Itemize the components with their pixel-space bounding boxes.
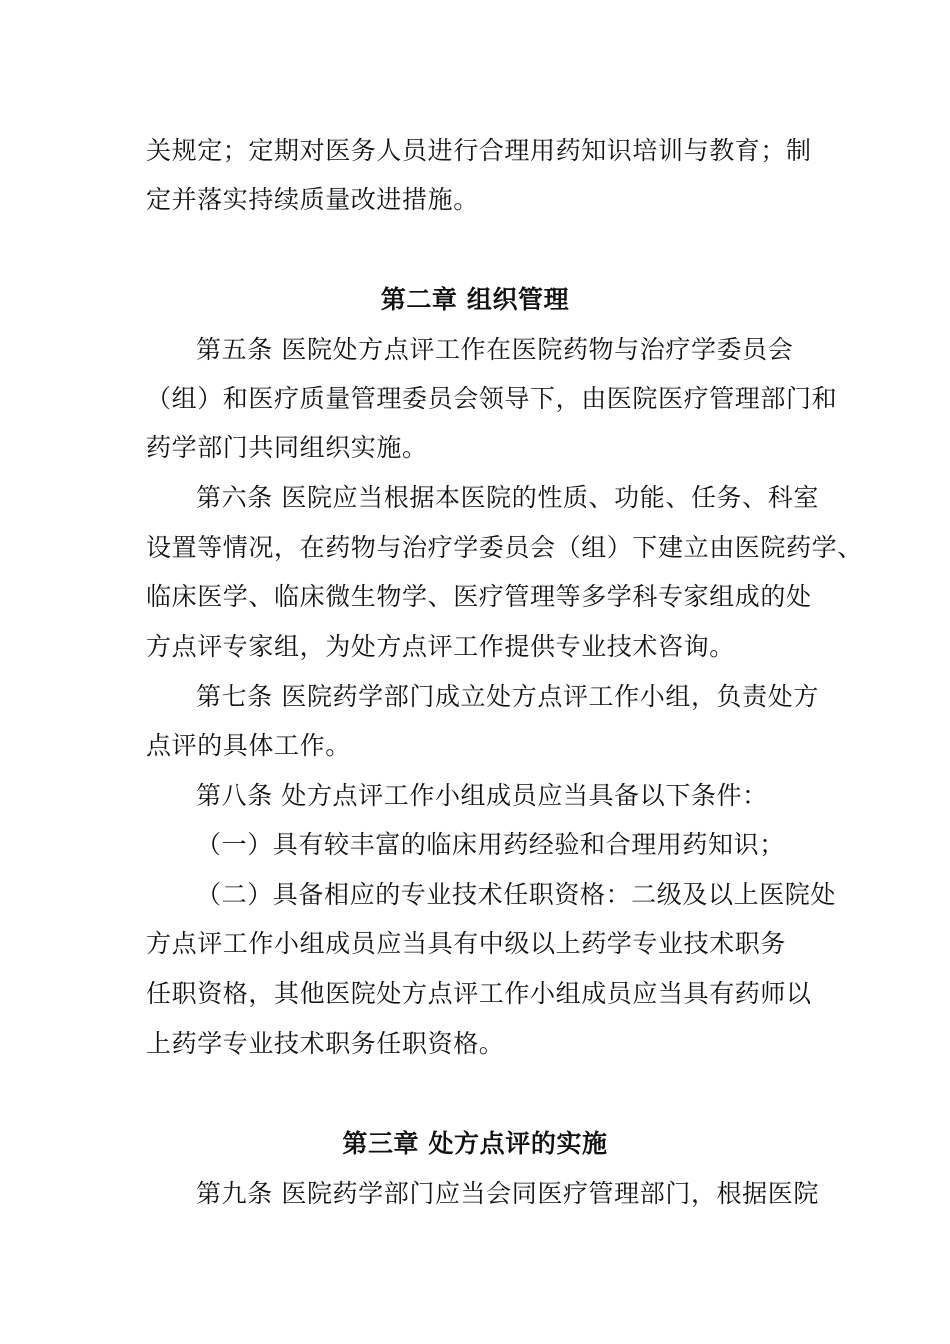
paragraph-line: 定并落实持续质量改进措施。 bbox=[146, 185, 479, 214]
article-line: 第六条 医院应当根据本医院的性质、功能、任务、科室 bbox=[196, 483, 819, 512]
article-line: 第八条 处方点评工作小组成员应当具备以下条件： bbox=[196, 781, 768, 810]
article-line: 临床医学、临床微生物学、医疗管理等多学科专家组成的处 bbox=[146, 582, 812, 611]
article-line: 方点评工作小组成员应当具有中级以上药学专业技术职务 bbox=[146, 929, 787, 958]
article-line: 第七条 医院药学部门成立处方点评工作小组，负责处方 bbox=[196, 682, 819, 711]
article-line: 设置等情况，在药物与治疗学委员会（组）下建立由医院药学、 bbox=[146, 533, 863, 562]
article-list-item: （二）具备相应的专业技术任职资格：二级及以上医院处 bbox=[196, 880, 837, 909]
article-line: 任职资格，其他医院处方点评工作小组成员应当具有药师以 bbox=[146, 979, 812, 1008]
article-line: 药学部门共同组织实施。 bbox=[146, 433, 428, 462]
article-line: 方点评专家组，为处方点评工作提供专业技术咨询。 bbox=[146, 632, 735, 661]
article-line: 上药学专业技术职务任职资格。 bbox=[146, 1029, 505, 1058]
chapter-heading: 第三章 处方点评的实施 bbox=[342, 1129, 608, 1158]
article-line: 第五条 医院处方点评工作在医院药物与治疗学委员会 bbox=[196, 335, 794, 364]
paragraph-line: 关规定；定期对医务人员进行合理用药知识培训与教育；制 bbox=[146, 136, 812, 165]
article-list-item: （一）具有较丰富的临床用药经验和合理用药知识； bbox=[196, 830, 785, 859]
article-line: （组）和医疗质量管理委员会领导下，由医院医疗管理部门和 bbox=[146, 384, 838, 413]
article-line: 点评的具体工作。 bbox=[146, 731, 351, 760]
chapter-heading: 第二章 组织管理 bbox=[380, 285, 570, 314]
article-line: 第九条 医院药学部门应当会同医疗管理部门，根据医院 bbox=[196, 1179, 819, 1208]
